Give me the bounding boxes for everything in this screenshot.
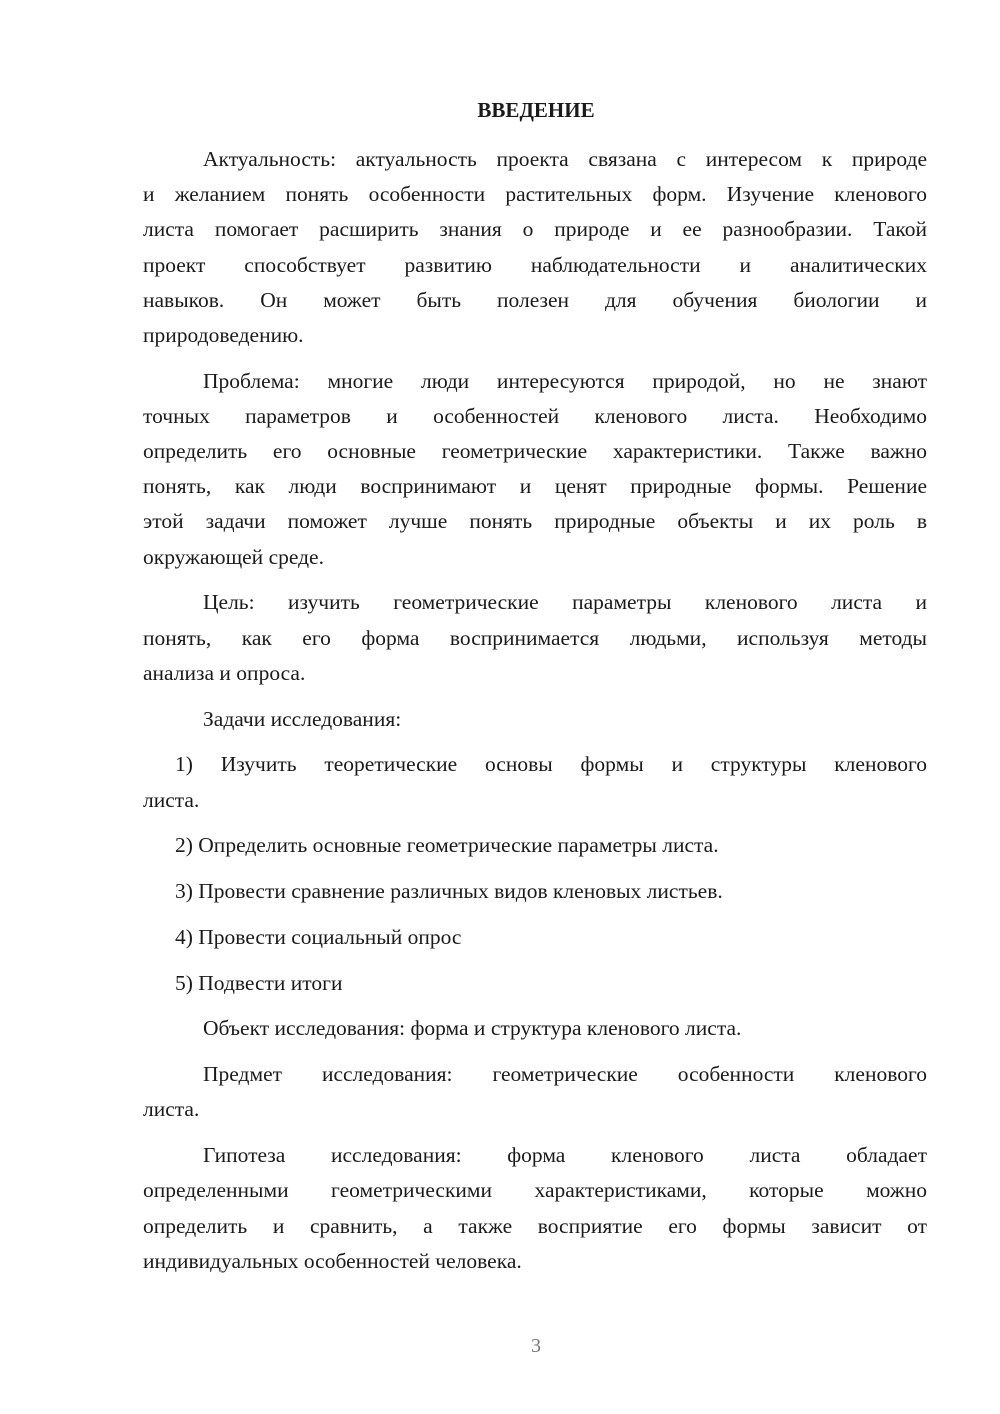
page-title: ВВЕДЕНИЕ — [477, 98, 595, 122]
text-line: анализа и опроса. — [143, 660, 306, 685]
paragraph — [143, 1057, 927, 1127]
list-item — [143, 966, 927, 1001]
text-line: этой задачи поможет лучше понять природные объекты и их роль в — [143, 509, 927, 534]
text-line: 5) Подвести итоги — [175, 970, 343, 995]
text-line: определить и сравнить, а также восприятие его формы зависит от — [143, 1213, 927, 1238]
paragraph — [143, 585, 927, 691]
text-line: окружающей среде. — [143, 544, 324, 569]
text-line: 1) Изучить теоретические основы формы и структуры кленового — [175, 752, 927, 777]
text-line: точных параметров и особенностей кленового листа. Необходимо — [143, 403, 927, 428]
paragraph — [143, 364, 927, 575]
text-line: листа. — [143, 1097, 200, 1122]
text-line: листа. — [143, 787, 200, 812]
page-number: 3 — [531, 1335, 541, 1357]
text-line: навыков. Он может быть полезен для обучения биологии и — [143, 287, 927, 312]
text-line: Цель: изучить геометрические параметры кленового листа и — [203, 590, 927, 615]
text-line: и желанием понять особенности растительных форм. Изучение кленового — [143, 182, 927, 207]
text-line: 4) Провести социальный опрос — [175, 924, 462, 949]
text-line: индивидуальных особенностей человека. — [143, 1248, 522, 1273]
text-line: определить его основные геометрические характеристики. Также важно — [143, 439, 927, 464]
text-line: понять, как его форма воспринимается людьми, используя методы — [143, 625, 927, 650]
text-line: Предмет исследования: геометрические особенности кленового — [203, 1062, 927, 1087]
paragraph — [143, 1138, 927, 1279]
document-body — [143, 142, 927, 1290]
list-item — [143, 828, 927, 863]
paragraph — [143, 1011, 927, 1046]
text-line: понять, как люди воспринимают и ценят природные формы. Решение — [143, 474, 927, 499]
list-item — [143, 920, 927, 955]
text-line: определенными геометрическими характеристиками, которые можно — [143, 1178, 927, 1203]
text-line: Актуальность: актуальность проекта связана с интересом к природе — [203, 147, 927, 171]
text-line: Гипотеза исследования: форма кленового листа обладает — [203, 1143, 927, 1168]
list-item — [143, 747, 927, 817]
paragraph — [143, 142, 927, 353]
text-line: Проблема: многие люди интересуются природой, но не знают — [203, 368, 927, 393]
list-item — [143, 874, 927, 909]
text-line: 2) Определить основные геометрические параметры листа. — [175, 833, 719, 858]
text-line: проект способствует развитию наблюдательности и аналитических — [143, 252, 927, 277]
text-line: природоведению. — [143, 322, 304, 347]
text-line: 3) Провести сравнение различных видов кленовых листьев. — [175, 879, 723, 904]
text-line: Объект исследования: форма и структура кленового листа. — [203, 1016, 742, 1041]
paragraph — [143, 702, 927, 737]
text-line: Задачи исследования: — [203, 706, 402, 731]
text-line: листа помогает расширить знания о природе и ее разнообразии. Такой — [143, 217, 927, 242]
